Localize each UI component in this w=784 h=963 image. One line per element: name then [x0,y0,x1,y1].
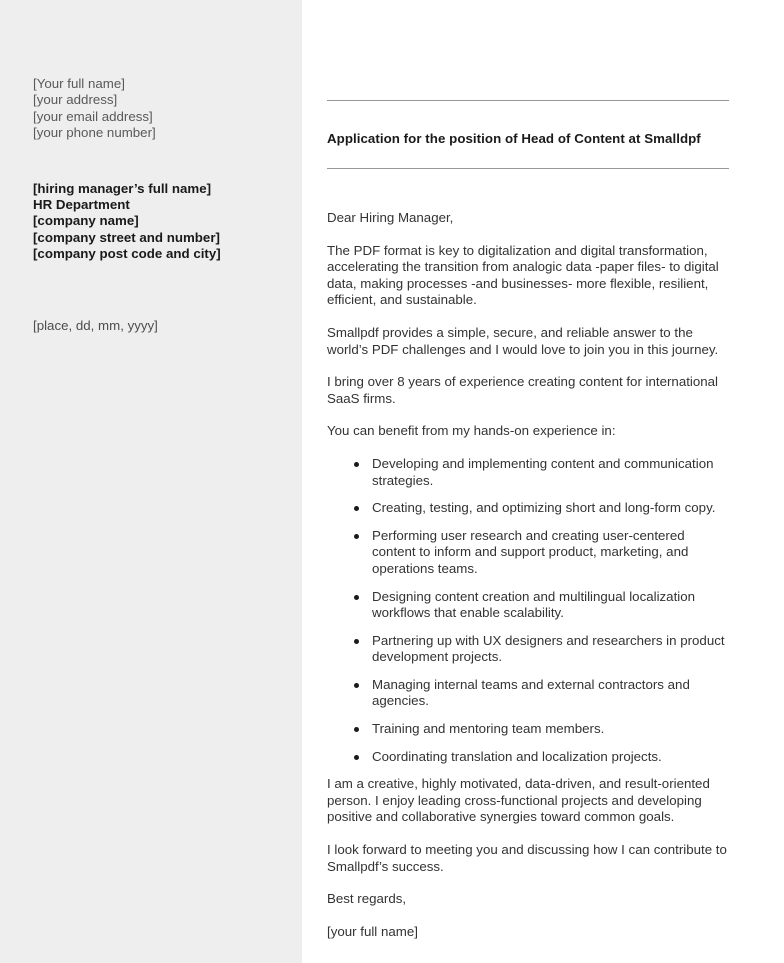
sender-address: [your address] [33,92,118,108]
intro-paragraph-3: I bring over 8 years of experience creating content for international SaaS firms. [327,374,719,406]
recipient-manager-name: [hiring manager’s full name] [33,180,212,196]
sender-address-block [33,76,282,142]
list-item: Managing internal teams and external contractors and agencies. [327,677,729,710]
recipient-street: [company street and number] [33,229,220,245]
intro-paragraph-1: The PDF format is key to digitalization and digital transformation, accelerating the transition from analogic data -paper files- to digital data, making processes -and businesses- more flexible, resilient, efficient, and sustainable. [327,242,719,308]
title-rule-top [327,100,729,101]
closing-paragraph-2: I look forward to meeting you and discussing how I can contribute to Smallpdf’s success. [327,842,727,874]
sidebar-address-panel [0,0,302,963]
list-item: Performing user research and creating user-centered content to inform and support product, marketing, and operations teams. [327,528,729,578]
sender-phone: [your phone number] [33,125,156,141]
list-item: Coordinating translation and localization projects. [327,749,729,766]
sender-email: [your email address] [33,108,153,124]
title-rule-bottom [327,168,729,169]
recipient-postcode-city: [company post code and city] [33,246,221,262]
letter-title: Application for the position of Head of Content at Smalldpf [327,131,701,146]
list-item: Creating, testing, and optimizing short and long-form copy. [327,500,729,517]
signature-name: [your full name] [327,923,418,939]
recipient-company-name: [company name] [33,213,139,229]
place-and-date: [place, dd, mm, yyyy] [33,317,158,333]
sender-name: [Your full name] [33,76,125,91]
list-item: Partnering up with UX designers and researchers in product development projects. [327,633,729,666]
experience-list-intro: You can benefit from my hands-on experience in: [327,423,616,439]
intro-paragraph-2: Smallpdf provides a simple, secure, and reliable answer to the world’s PDF challenges and I would love to join you in this journey. [327,324,719,357]
salutation: Dear Hiring Manager, [327,210,454,225]
signoff: Best regards, [327,891,407,907]
letter-content [327,210,729,940]
recipient-address-block [33,181,282,263]
letter-body-panel [302,0,784,963]
experience-list [327,456,729,765]
list-item: Developing and implementing content and communication strategies. [327,456,729,489]
recipient-department: HR Department [33,197,130,213]
list-item: Designing content creation and multilingual localization workflows that enable scalability. [327,589,729,622]
list-item: Training and mentoring team members. [327,721,729,738]
closing-paragraph-1: I am a creative, highly motivated, data-driven, and result-oriented person. I enjoy leading cross-functional projects and developing positive and collaborative synergies toward common goals. [327,776,710,825]
